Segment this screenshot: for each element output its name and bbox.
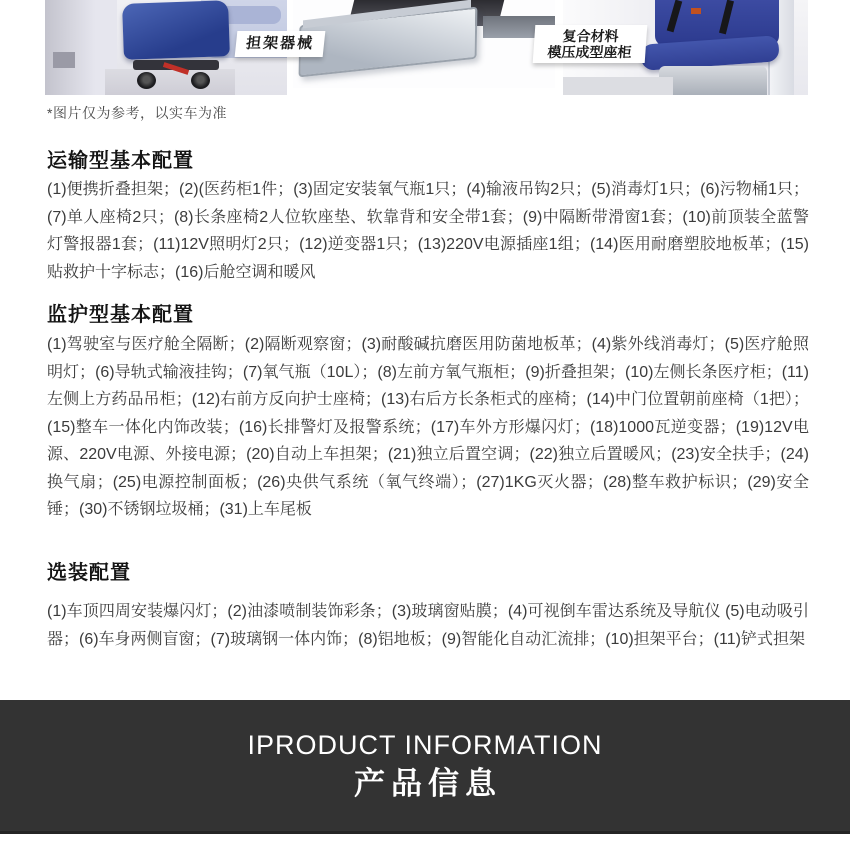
photo-label-stretcher xyxy=(235,31,326,57)
seat-cabinet-base xyxy=(659,66,767,95)
stretcher-mattress xyxy=(122,0,230,60)
banner-title-en: IPRODUCT INFORMATION xyxy=(247,729,603,760)
section-body-transport-config: (1)便携折叠担架；(2)(医药柜1件；(3)固定安装氧气瓶1只；(4)输液吊钩2只；(5)消毒灯1只；(6)污物桶1只；(7)单人座椅2只；(8)长条座椅2人位软座垫、软靠背和安全带1套；(9)中隔断带滑窗1套；(10)前顶装全蓝警灯警报器1套；(11)12V照明灯2只；(12)逆变器1只；(13)220V电源插座1组；(14)医用耐磨塑胶地板革；(15)贴救护十字标志；(16)后舱空调和暖风 xyxy=(47,181,809,281)
seat-floor xyxy=(563,77,673,95)
seatbelt-buckle xyxy=(691,8,701,14)
product-info-banner xyxy=(0,700,850,834)
section-title-optional-config: 选装配置 xyxy=(47,562,131,584)
photo-label-seat-line1: 复合材料 xyxy=(562,28,620,44)
photo-strip xyxy=(0,0,850,96)
interior-floor xyxy=(105,69,235,95)
photo-label-seat-line2: 模压成型座柜 xyxy=(546,44,632,60)
section-body-optional-config: (1)车顶四周安装爆闪灯；(2)油漆喷制装饰彩条；(3)玻璃窗贴膜；(4)可视倒车雷达系统及导航仪 (5)电动吸引器；(6)车身两侧盲窗；(7)玻璃钢一体内饰；(8)铝地板；(9)智能化自动汇流排；(10)担架平台；(11)铲式担架 xyxy=(47,603,809,648)
stretcher-wheel xyxy=(191,72,210,89)
photo-label-seat-cabinet xyxy=(533,25,648,63)
section-body-monitoring-config: (1)驾驶室与医疗舱全隔断；(2)隔断观察窗；(3)耐酸碱抗磨医用防菌地板革；(4)紫外线消毒灯；(5)医疗舱照明灯；(6)导轨式输液挂钩；(7)氧气瓶（10L）；(8)左前方氧气瓶柜；(9)折叠担架；(10)左侧长条医疗柜；(11)左侧上方药品吊柜；(12)右前方反向护士座椅；(13)右后方长条柜式的座椅；(14)中门位置朝前座椅（1把）；(15)整车一体化内饰改装；(16)长排警灯及报警系统；(17)车外方形爆闪灯；(18)1000瓦逆变器；(19)12V电源、220V电源、外接电源；(20)自动上车担架；(21)独立后置空调；(22)独立后置暖风；(23)安全扶手；(24)换气扇；(25)电源控制面板；(26)央供气系统（氧气终端）；(27)1KG灭火器；(28)整车救护标识；(29)安全锤；(30)不锈钢垃圾桶；(31)上车尾板 xyxy=(47,336,809,518)
section-title-transport-config: 运输型基本配置 xyxy=(47,150,194,172)
section-title-monitoring-config: 监护型基本配置 xyxy=(47,304,194,326)
interior-window xyxy=(53,52,75,68)
stretcher-wheel xyxy=(137,72,156,89)
banner-title-zh: 产品信息 xyxy=(354,765,502,801)
photo-label-stretcher-text: 担架器械 xyxy=(245,35,315,52)
photo-sliding-tray xyxy=(293,0,555,88)
image-disclaimer: *图片仅为参考，以实车为准 xyxy=(47,105,227,121)
